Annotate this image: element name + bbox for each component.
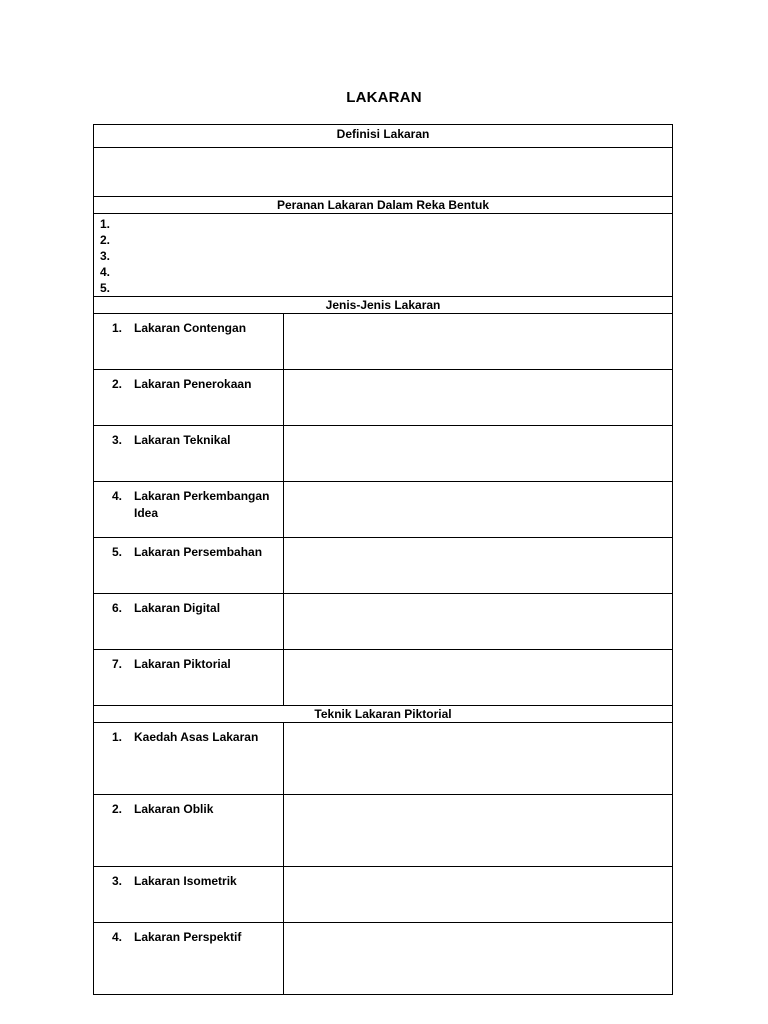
- jenis-header: Jenis-Jenis Lakaran: [94, 297, 673, 314]
- jenis-item-number: 2.: [111, 377, 122, 391]
- jenis-row-2: [94, 370, 673, 426]
- teknik-item-label-cell: [94, 923, 284, 995]
- teknik-item-number: 3.: [111, 874, 122, 888]
- definisi-answer-area[interactable]: [94, 148, 673, 197]
- jenis-item-label-cell: [94, 538, 284, 594]
- teknik-answer-cell[interactable]: [284, 795, 673, 867]
- jenis-item-label-cell: [94, 314, 284, 370]
- peranan-line-5: 5.: [100, 281, 111, 295]
- jenis-answer-cell[interactable]: [284, 650, 673, 706]
- jenis-item-label: Lakaran Perkembangan Idea: [134, 489, 270, 520]
- teknik-answer-cell[interactable]: [284, 723, 673, 795]
- jenis-item-number: 5.: [111, 545, 122, 559]
- teknik-row-4: [94, 923, 673, 995]
- jenis-row-5: [94, 538, 673, 594]
- definisi-header-row: [94, 125, 673, 148]
- teknik-header-row: [94, 706, 673, 723]
- jenis-row-3: [94, 426, 673, 482]
- jenis-item-label-cell: [94, 482, 284, 538]
- teknik-row-1: [94, 723, 673, 795]
- jenis-header-row: [94, 297, 673, 314]
- peranan-line-1: 1.: [100, 217, 111, 231]
- jenis-answer-cell[interactable]: [284, 314, 673, 370]
- teknik-item-label: Lakaran Perspektif: [134, 930, 242, 944]
- teknik-row-3: [94, 867, 673, 923]
- peranan-line-3: 3.: [100, 249, 111, 263]
- jenis-answer-cell[interactable]: [284, 426, 673, 482]
- teknik-item-label: Lakaran Isometrik: [134, 874, 237, 888]
- jenis-item-number: 3.: [111, 433, 122, 447]
- teknik-item-number: 1.: [111, 730, 122, 744]
- jenis-item-label: Lakaran Piktorial: [134, 657, 231, 671]
- teknik-answer-cell[interactable]: [284, 923, 673, 995]
- jenis-item-label-cell: [94, 370, 284, 426]
- jenis-row-1: [94, 314, 673, 370]
- teknik-item-number: 4.: [111, 930, 122, 944]
- jenis-row-4: [94, 482, 673, 538]
- worksheet-table: [93, 124, 673, 995]
- jenis-item-label-cell: [94, 650, 284, 706]
- teknik-answer-cell[interactable]: [284, 867, 673, 923]
- peranan-header-row: [94, 197, 673, 214]
- jenis-item-label: Lakaran Contengan: [134, 321, 247, 335]
- jenis-item-label: Lakaran Teknikal: [134, 433, 231, 447]
- definisi-answer-row: [94, 148, 673, 197]
- jenis-row-7: [94, 650, 673, 706]
- peranan-header: Peranan Lakaran Dalam Reka Bentuk: [94, 197, 673, 214]
- teknik-item-label: Kaedah Asas Lakaran: [134, 730, 259, 744]
- peranan-line-2: 2.: [100, 233, 111, 247]
- definisi-header: Definisi Lakaran: [94, 125, 673, 148]
- jenis-answer-cell[interactable]: [284, 594, 673, 650]
- jenis-item-label: Lakaran Persembahan: [134, 545, 263, 559]
- teknik-item-label-cell: [94, 795, 284, 867]
- teknik-header: Teknik Lakaran Piktorial: [94, 706, 673, 723]
- jenis-item-number: 4.: [111, 489, 122, 503]
- jenis-item-label: Lakaran Penerokaan: [134, 377, 252, 391]
- teknik-row-2: [94, 795, 673, 867]
- jenis-item-label-cell: [94, 594, 284, 650]
- page-title: LAKARAN: [346, 89, 422, 106]
- teknik-item-label-cell: [94, 723, 284, 795]
- jenis-item-label-cell: [94, 426, 284, 482]
- jenis-item-number: 6.: [111, 601, 122, 615]
- peranan-answer-area[interactable]: [94, 214, 673, 297]
- jenis-item-number: 1.: [111, 321, 122, 335]
- jenis-answer-cell[interactable]: [284, 482, 673, 538]
- teknik-item-label-cell: [94, 867, 284, 923]
- jenis-row-6: [94, 594, 673, 650]
- jenis-answer-cell[interactable]: [284, 538, 673, 594]
- teknik-item-number: 2.: [111, 802, 122, 816]
- teknik-item-label: Lakaran Oblik: [134, 802, 214, 816]
- peranan-list-row: [94, 214, 673, 297]
- jenis-item-label: Lakaran Digital: [134, 601, 221, 615]
- jenis-item-number: 7.: [111, 657, 122, 671]
- peranan-line-4: 4.: [100, 265, 111, 279]
- jenis-answer-cell[interactable]: [284, 370, 673, 426]
